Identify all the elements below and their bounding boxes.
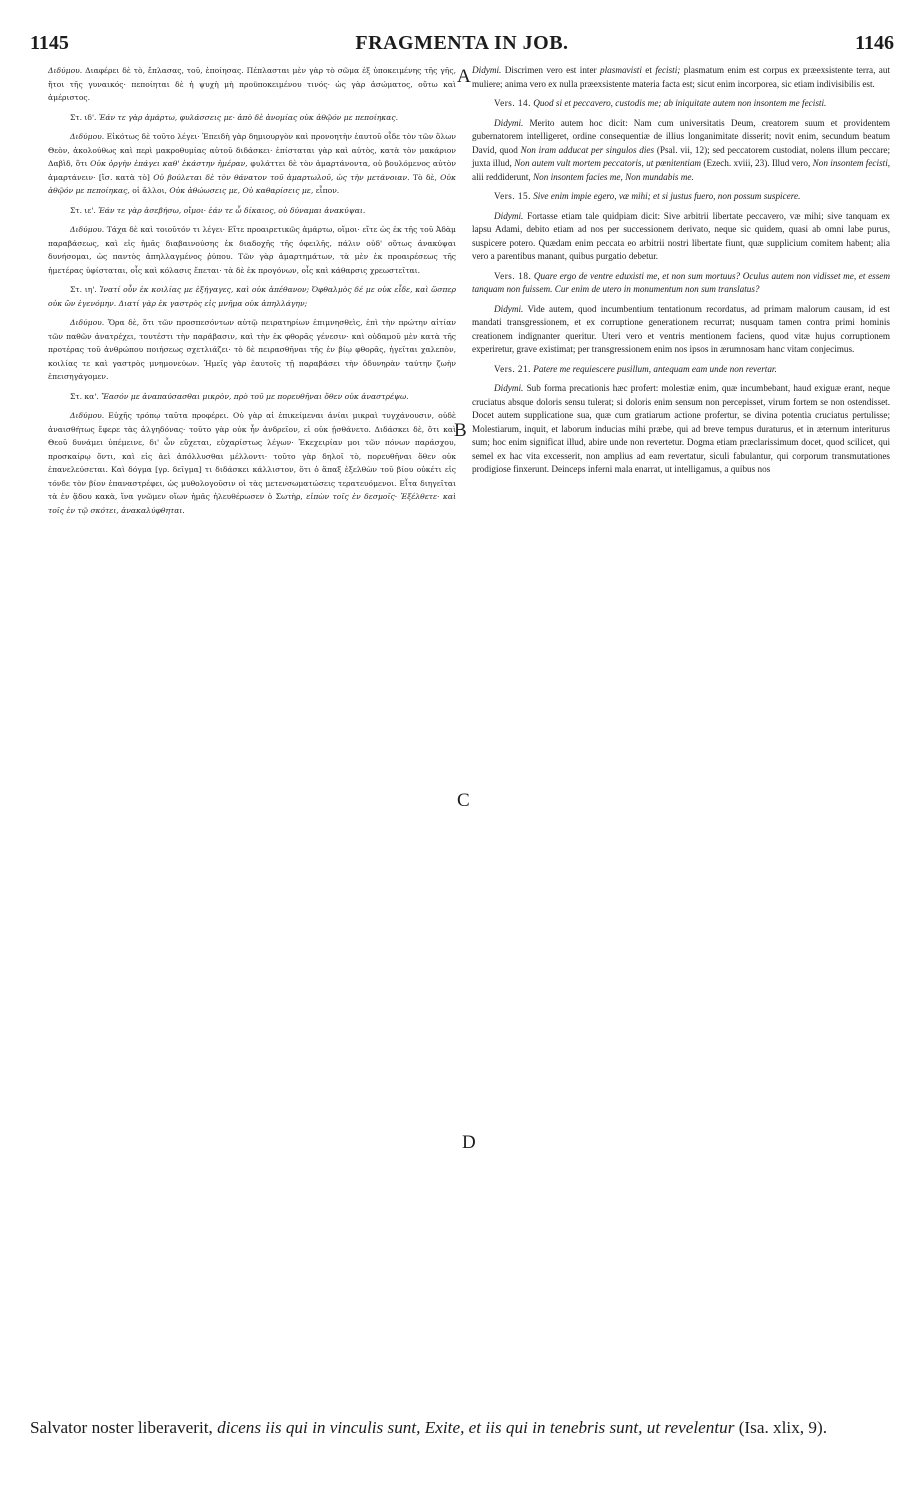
paragraph-text: sed peccatorem custodiat, nolens illum peccare; juxta illud, [472, 144, 891, 168]
paragraph-text: Vide autem, quod incumbentium tentationum recordatus, ad primam malorum causam, id est mandati transgressionem, et ex corruptione generationem recurrat; nusquam tamen contra primi hominis creationem indignanter queritur. Uteri vero et ventris mentionem faciens, quod vitæ hujus corruptionem experiretur, grave existimat; per transgressionem enim nos ipsos in ærumnosam hanc vitam conjecimus. [472, 303, 890, 354]
greek-verse-18 [48, 283, 456, 310]
speaker-label: Didymi. [494, 303, 524, 314]
section-marker-b: B [454, 420, 467, 441]
paragraph-text: φυλάττει δὲ τὸν ἁμαρτάνοντα, οὐ βουλόμενος αὐτὸν ἁμαρτάνειν· [ἴσ. κατὰ τὸ] [48, 159, 456, 182]
greek-paragraph [48, 316, 456, 384]
verse-label: Vers. 18. [494, 270, 532, 281]
verse-label: Vers. 21. [494, 363, 531, 374]
latin-verse-18 [472, 270, 890, 297]
verse-label: Στ. ιδ'. [70, 112, 97, 122]
scripture-quote: εἰπὼν τοῖς ἐν δεσμοῖς· Ἐξέλθετε· καὶ τοῖς ἐν τῷ σκότει, ἀνακαλύφθηται. [48, 492, 457, 515]
verse-text: Quare ergo de ventre eduxisti me, et non sum mortuus? Oculus autem non vidisset me, et essem tanquam non fuissem. Cur enim de utero in monumentum non sum translatus? [472, 270, 891, 294]
running-title: FRAGMENTA IN JOB. [355, 32, 569, 54]
greek-column [48, 64, 456, 523]
scripture-quote: Οὐ βούλεται δὲ τὸν θάνατον τοῦ ἁμαρτωλοῦ, ὡς τὴν μετάνοιαν. [153, 172, 410, 182]
speaker-label: Didymi. [494, 383, 524, 393]
latin-paragraph [472, 64, 890, 91]
paragraph-text: Τὸ δὲ, [412, 172, 437, 182]
verse-text: Patere me requiescere pusillum, antequam eam unde non revertar. [533, 363, 777, 374]
verse-text: Ἐάν τε γὰρ ἀσεβήσω, οἴμοι· ἐάν τε ὦ δίκαιος, οὐ δύναμαι ἀνακύψαι. [98, 205, 366, 215]
paragraph-text: Εἰκότως δὲ τοῦτο λέγει· Ἐπειδὴ γὰρ δημιουργὸν καὶ προνοητὴν ἑαυτοῦ οἶδε τὸν τῶν ὅλων Θεὸν, ἀκολούθως καὶ περὶ μακροθυμίας αὐτοῦ διδάσκει· ἐπίσταται γὰρ καὶ αὐτὸς, κατὰ τὸν μακάριον Δαβὶδ, ὅτι [48, 132, 456, 168]
paragraph-text: plasmatum enim est corpus ex præexsistente terra, aut muliere; anima vero ex nulla præexsistente materia facta est; sicut enim incorporea, sic etiam indivisibilis est. [472, 65, 891, 89]
latin-verse-15 [472, 190, 890, 204]
latin-paragraph [472, 303, 890, 357]
speaker-label: Διδύμου. [70, 318, 105, 327]
verse-label: Στ. ιε'. [70, 205, 96, 215]
paragraph-text: Διαφέρει δὲ τὸ, ἔπλασας, τοῦ, ἐποίησας. Πέπλασται μὲν γὰρ τὸ σῶμα ἐξ ὑποκειμένης τῆς γῆς, ἤτοι τῆς γυναικός· πεποίηται δὲ ἡ ψυχὴ μὴ προϋποκειμένου τινός· ὡς γὰρ ἀσώματος, οὕτω καὶ ἀμέριστος. [48, 66, 456, 102]
verse-label: Vers. 14. [494, 98, 531, 108]
paragraph-text: Merito autem hoc dicit: Nam cum universitatis Deum, creatorem suum et providentem gubernatorem intelligeret, ordine consequentiæ de illius longanimitate disserit; novit enim, secundum beatum David, quod [472, 117, 890, 155]
latin-column [472, 64, 890, 483]
paragraph-text: Illud vero, [771, 158, 811, 168]
paragraph-text: Sub forma precationis hæc profert: molestiæ enim, quæ incumbebant, haud exiguæ erant, neque cruciatus absque doloris sensu tulerat; si doloris enim sensum non percepisset, virum fortem se non ostendisset. Docet autem supplicatione sua, quæ cum gratiarum actione profertur, se divina potentia cruciatus pertulisse; Molestiarum, inquit, et laborum inducias mihi præbe, qui ad breve tempus duraturus, et in æternum interiturus sum; hoc enim significat illud, abire unde non revertetur. Dogma etiam præclarissimum docet, quod scilicet, qui semel ex hac vita excesserit, non amplius ad eam revertatur, siculi fabulantur, qui corporum transmutationes prodigiose finxerunt. Deinceps inferni mala enarrat, ut intelligamus, a quibus nos [472, 383, 890, 474]
section-marker-a: A [457, 66, 471, 87]
speaker-label: Didymi. [494, 210, 524, 221]
speaker-label: Διδύμου. [70, 225, 105, 234]
scripture-quote: Οὐκ ἀθώωσεις με, Οὐ καθαρίσεις με, [169, 186, 314, 195]
scripture-quote: Non iram adducat per singulos dies [520, 144, 655, 155]
verse-text: Sive enim impie egero, væ mihi; et si justus fuero, non possum suspicere. [533, 191, 801, 201]
latin-verse-21 [472, 363, 890, 377]
speaker-label: Διδύμου. [70, 411, 105, 420]
paragraph-text: οἱ ἄλλοι, [132, 186, 167, 195]
bottom-continuation [30, 1416, 894, 1440]
scripture-quote: Non insontem facies me, Non mundabis me. [532, 171, 694, 182]
verse-label: Vers. 15. [494, 191, 531, 201]
scripture-quote: Οὐκ ὀργὴν ἐπάγει καθ' ἑκάστην ἡμέραν, [90, 159, 248, 168]
latin-verse-14 [472, 97, 890, 111]
scripture-quote: Οὐκ ἀθῷόν με πεποίηκας, [48, 172, 456, 195]
scripture-quote: Non autem vult mortem peccatoris, ut pœnitentiam [514, 158, 702, 168]
speaker-label: Didymi. [472, 65, 502, 75]
verse-text: Ἐάν τε γὰρ ἁμάρτω, φυλάσσεις με· ἀπὸ δὲ ἀνομίας οὐκ ἀθῷόν με πεποίηκας. [98, 112, 399, 122]
greek-verse-14 [48, 111, 456, 125]
page-number-right: 1146 [855, 32, 894, 54]
verse-text: Ἱνατί οὖν ἐκ κοιλίας με ἐξήγαγες, καὶ οὐκ ἀπέθανον; Ὀφθαλμὸς δέ με οὐκ εἶδε, καὶ ὥσπερ οὐκ ὢν ἐγενόμην. Διατί γὰρ ἐκ γαστρὸς εἰς μνῆμα οὐκ ἀπηλλάγην; [48, 285, 456, 308]
paragraph-text: Τάχα δὲ καὶ τοιοῦτόν τι λέγει· Εἴτε προαιρετικῶς ἁμάρτω, οἴμοι· εἴτε ὡς ἐκ τῆς τοῦ Ἀδὰμ παραβάσεως, καὶ εἰς ἡμᾶς διαβαινούσης ἐκ διαδοχῆς τῆς ὀφειλῆς, πάλιν οὐδ' οὕτως ἀνακύψαι δυνήσομαι, ὡς παντὸς ἀπηλλαγμένος ῥύπου. Τῶν γὰρ ἁμαρτημάτων, τὰ μὲν ἐκ προαιρέσεως τῆς ἡμετέρας ὑφίσταται, οἷς καὶ κόλασις ἕπεται· τὰ δὲ ἐκ προγόνων, οἷς καὶ κάθαρσις χρεωστεῖται. [48, 225, 456, 275]
paragraph-text: Ὅρα δὲ, ὅτι τῶν προσπεσόντων αὐτῷ πειρατηρίων ἐπιμνησθεὶς, ἐπὶ τὴν πρώτην αἰτίαν τῶν παθῶν ἀνατρέχει, τουτέστι τὴν παράβασιν, καὶ τὴν ἐκ φθορᾶς γένεσιν· καὶ οὐδαμοῦ μὲν κατὰ τῆς προτέρας τοῦ ἀνθρώπου ποιήσεως σχετλιάζει· τὸ δὲ πειρασθῆναι τῆς ἐν βίῳ φθορᾶς, ἡγεῖται χαλεπὸν, κοιλίας τε καὶ γαστρὸς μνημονεύων. Ἡμεῖς γὰρ ἑαυτοῖς τῇ παραβάσει τὴν ὀδυνηρὰν ταύτην ζωὴν ἐπεισηγάγομεν. [48, 318, 456, 381]
scripture-quote: fecisti; [655, 65, 681, 75]
scripture-reference: (Psal. vii, 12); [656, 144, 710, 155]
verse-text: Ἔασόν με ἀναπαύσασθαι μικρὸν, πρὸ τοῦ με πορευθῆναι ὅθεν οὐκ ἀναστρέψω. [101, 391, 409, 401]
scripture-quote: dicens iis qui in vinculis sunt, Exite, et iis qui in tenebris sunt, ut revelentur [217, 1418, 735, 1437]
paragraph-text: et [645, 65, 652, 75]
scripture-reference: (Isa. xlix, 9). [738, 1418, 828, 1437]
latin-paragraph [472, 382, 890, 477]
greek-verse-15 [48, 204, 456, 218]
paragraph-text: εἶπον. [315, 186, 340, 195]
verse-text: Quod si et peccavero, custodis me; ab iniquitate autem non insontem me fecisti. [533, 98, 827, 108]
greek-paragraph [48, 223, 456, 277]
greek-paragraph [48, 64, 456, 105]
greek-paragraph [48, 409, 456, 517]
speaker-label: Διδύμου. [70, 132, 105, 141]
scripture-quote: Non insontem fecisti, [812, 158, 891, 168]
speaker-label: Didymi. [494, 117, 524, 128]
verse-label: Στ. κα'. [70, 391, 99, 401]
greek-verse-21 [48, 390, 456, 404]
page-header [30, 32, 894, 62]
paragraph-text: Εὐχῆς τρόπῳ ταῦτα προφέρει. Οὐ γὰρ αἱ ἐπικείμεναι ἀνίαι μικραὶ τυγχάνουσιν, οὐδὲ ἀναισθήτως ἔφερε τὰς ἀλγηδόνας· τοῦτο γὰρ οὐκ ἦν ἀνδρεῖον, εἰ οὐκ ᾐσθάνετο. Διδάσκει δὲ, ὅτι καὶ Θεοῦ δυνάμει ὑπέμεινε, δι' ὧν εὔχεται, εὐχαρίστως λέγων· Ἐκεχειρίαν μοι τῶν πόνων παράσχου, προσκαίρῳ ὄντι, καὶ εἰς ἀεὶ ἀπόλλυσθαι μέλλοντι· τοῦτο γὰρ δηλοῖ τὸ, πορευθῆναι ὅθεν οὐκ ἐπανελεύσεται. Καὶ δόγμα [γρ. δεῖγμα] τι διδάσκει κάλλιστον, ὅτι ὁ ἅπαξ ἐξελθὼν τοῦ βίου οὐκέτι εἰς τόνδε τὸν βίον ἐπαναστρέφει, ὡς μυθολογοῦσιν οἱ τὰς μετενσωματώσεις τερατευόμενοι. Εἶτα διηγεῖται τὰ ἐν ᾅδου κακὰ, ἵνα γνῶμεν οἵων ἡμᾶς ἠλευθέρωσεν ὁ Σωτὴρ, [48, 411, 456, 501]
verse-label: Στ. ιη'. [70, 285, 97, 294]
scripture-reference: (Ezech. xviii, 23). [703, 158, 770, 168]
latin-paragraph [472, 210, 890, 264]
greek-paragraph [48, 130, 456, 198]
section-marker-d: D [462, 1132, 476, 1153]
paragraph-text: alii reddiderunt, [472, 171, 531, 182]
paragraph-text: Discrimen vero est inter [504, 65, 597, 75]
section-marker-c: C [457, 790, 470, 811]
scripture-quote: plasmavisti [600, 65, 642, 75]
speaker-label: Διδύμου. [48, 66, 83, 75]
paragraph-text: Fortasse etiam tale quidpiam dicit: Sive arbitrii libertate peccavero, væ mihi; sive tanquam ex lapsu Adami, debito etiam ad nos per successionem derivato, neque sic quidem, quasi ab omni labe purus, suspicere potero. Quædam enim peccata eo arbitrii nostri libertate fiunt, quæ supplicium comitem habent; alia vero a parentibus manant, quibus purgatio debetur. [472, 210, 891, 261]
latin-paragraph [472, 117, 890, 185]
paragraph-text: Salvator noster liberaverit, [30, 1418, 213, 1437]
page-number-left: 1145 [30, 32, 69, 54]
